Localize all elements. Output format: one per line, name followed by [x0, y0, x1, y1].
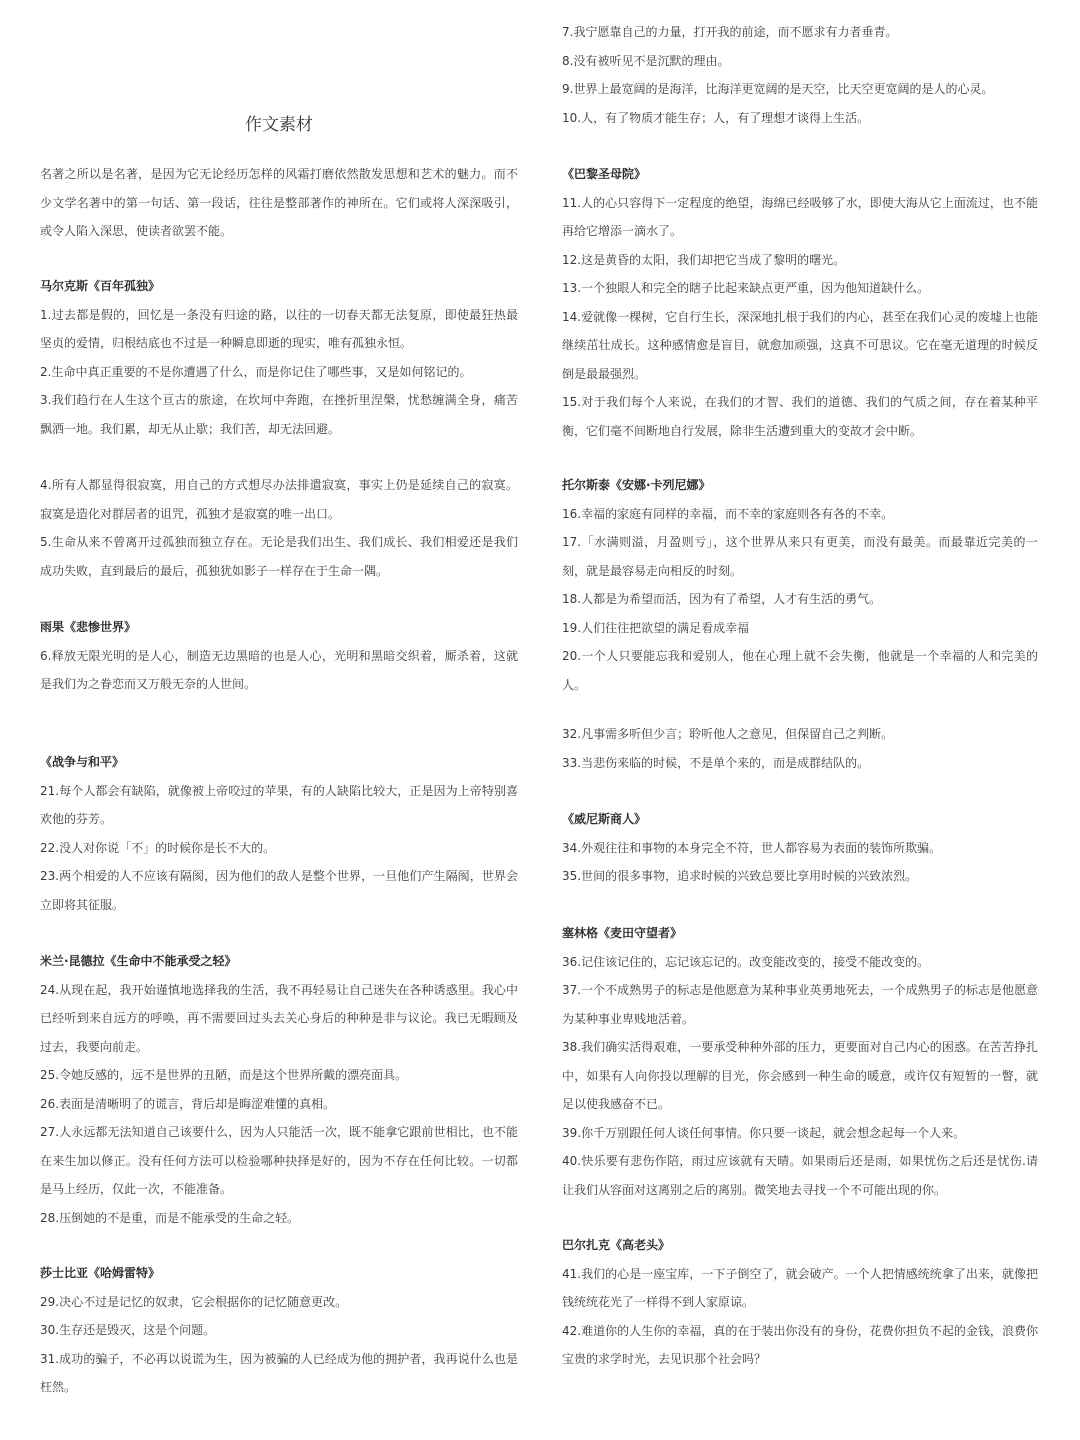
- quote-item: 25.令她反感的，远不是世界的丑陋，而是这个世界所戴的漂亮面具。: [40, 1068, 408, 1082]
- quote-item: 1.过去都是假的，回忆是一条没有归途的路，以往的一切春天都无法复原，即使最狂热最坚贞的爱情，归根结底也不过是一种瞬息即逝的现实，唯有孤独永恒。: [40, 307, 518, 350]
- section-heading: 马尔克斯《百年孤独》: [40, 279, 161, 293]
- quote-item: 29.决心不过是记忆的奴隶，它会根据你的记忆随意更改。: [40, 1294, 348, 1309]
- section-shengming-zhiqing: [40, 947, 518, 1232]
- quote-item: 18.人都是为希望而活，因为有了希望，人才有生活的勇气。: [562, 592, 882, 606]
- section-heading: 塞林格《麦田守望者》: [562, 926, 683, 940]
- section-hamlet: [40, 1259, 518, 1402]
- quote-item: 4.所有人都显得很寂寞，用自己的方式想尽办法排遣寂寞，事实上仍是延续自己的寂寞。寂寞是造化对群居者的诅咒，孤独才是寂寞的唯一出口。: [40, 478, 518, 521]
- section-heading: 托尔斯泰《安娜·卡列尼娜》: [562, 478, 711, 492]
- quote-item: 40.快乐要有悲伤作陪，雨过应该就有天晴。如果雨后还是雨，如果忧伤之后还是忧伤.请让我们从容面对这离别之后的离别。微笑地去寻找一个不可能出现的你。: [562, 1154, 1038, 1197]
- section-maitian-shouwangzhe: [562, 919, 1038, 1204]
- section-heading: 《威尼斯商人》: [562, 812, 647, 826]
- page-title: 作文素材: [245, 115, 313, 135]
- quote-item: 42.难道你的人生你的幸福，真的在于装出你没有的身份，花费你担负不起的金钱，浪费你宝贵的求学时光，去见识那个社会吗？: [562, 1323, 1038, 1366]
- quote-item: 13.一个独眼人和完全的瞎子比起来缺点更严重，因为他知道缺什么。: [562, 281, 930, 295]
- quote-item: 21.每个人都会有缺陷，就像被上帝咬过的苹果，有的人缺陷比较大，正是因为上帝特别喜欢他的芬芳。: [40, 783, 518, 826]
- quote-item: 41.我们的心是一座宝库，一下子倒空了，就会破产。一个人把情感统统拿了出来，就像把钱统统花光了一样得不到人家原谅。: [562, 1266, 1038, 1309]
- section-heading: 《巴黎圣母院》: [562, 167, 647, 181]
- quote-item: 28.压倒她的不是重，而是不能承受的生命之轻。: [40, 1210, 300, 1225]
- section-heading: 雨果《悲惨世界》: [40, 620, 137, 634]
- quote-item: 11.人的心只容得下一定程度的绝望，海绵已经吸够了水，即使大海从它上面流过，也不能再给它增添一滴水了。: [562, 195, 1038, 238]
- quote-item: 22.没人对你说「不」的时候你是长不大的。: [40, 840, 276, 855]
- quote-item: 36.记住该记住的，忘记该忘记的。改变能改变的，接受不能改变的。: [562, 954, 930, 969]
- intro-block: [40, 160, 518, 246]
- quote-item: 24.从现在起，我开始谨慎地选择我的生活，我不再轻易让自己迷失在各种诱惑里。我心中已经听到来自远方的呼唤，再不需要回过头去关心身后的种种是非与议论。我已无暇顾及过去，我要向前走。: [40, 982, 518, 1054]
- quote-item: 27.人永远都无法知道自己该要什么，因为人只能活一次，既不能拿它跟前世相比，也不能在来生加以修正。没有任何方法可以检验哪种抉择是好的，因为不存在任何比较。一切都是马上经历，仅此一次，不能准备。: [40, 1125, 518, 1196]
- section-anna-karenina-cont: [562, 720, 1038, 777]
- section-heading: 米兰·昆德拉《生命中不能承受之轻》: [40, 954, 237, 968]
- section-weinisi-shangren: [562, 805, 1038, 891]
- quote-item: 26.表面是清晰明了的谎言，背后却是晦涩难懂的真相。: [40, 1096, 336, 1111]
- quote-item: 33.当悲伤来临的时候，不是单个来的，而是成群结队的。: [562, 755, 870, 770]
- quote-item: 7.我宁愿靠自己的力量，打开我的前途，而不愿求有力者垂青。: [562, 25, 898, 39]
- quote-item: 32.凡事需多听但少言；聆听他人之意见，但保留自己之判断。: [562, 727, 894, 741]
- quote-item: 3.我们趋行在人生这个亘古的旅途，在坎坷中奔跑，在挫折里涅槃，忧愁缠满全身，痛苦飘洒一地。我们累，却无从止歇；我们苦，却无法回避。: [40, 393, 518, 436]
- quote-item: 14.爱就像一棵树，它自行生长，深深地扎根于我们的内心，甚至在我们心灵的废墟上也能继续茁壮成长。这种感情愈是盲目，就愈加顽强，这真不可思议。它在毫无道理的时候反倒是最最强烈。: [562, 309, 1038, 381]
- section-heading: 莎士比亚《哈姆雷特》: [40, 1266, 161, 1280]
- quote-item: 37.一个不成熟男子的标志是他愿意为某种事业英勇地死去，一个成熟男子的标志是他愿意为某种事业卑贱地活着。: [562, 983, 1038, 1026]
- quote-item: 23.两个相爱的人不应该有隔阂，因为他们的敌人是整个世界，一旦他们产生隔阂，世界会立即将其征服。: [40, 869, 518, 912]
- section-heading: 巴尔扎克《高老头》: [562, 1238, 671, 1252]
- section-continued-quotes: [562, 18, 1038, 132]
- section-anna-karenina: [562, 471, 1038, 699]
- quote-item: 8.没有被听见不是沉默的理由。: [562, 53, 730, 68]
- quote-item: 5.生命从来不曾离开过孤独而独立存在。无论是我们出生、我们成长、我们相爱还是我们成功失败，直到最后的最后，孤独犹如影子一样存在于生命一隅。: [40, 535, 518, 578]
- quote-item: 6.释放无限光明的是人心，制造无边黑暗的也是人心，光明和黑暗交织着，厮杀着，这就是我们为之眷恋而又万般无奈的人世间。: [40, 648, 518, 691]
- section-bainian-gudu-cont: [40, 471, 518, 585]
- quote-item: 20.一个人只要能忘我和爱别人，他在心理上就不会失衡，他就是一个幸福的人和完美的人。: [562, 649, 1038, 692]
- section-zhanzheng-heping: [40, 748, 518, 919]
- quote-item: 12.这是黄昏的太阳，我们却把它当成了黎明的曙光。: [562, 252, 846, 267]
- section-bali-shengmuyuan: [562, 160, 1038, 445]
- section-gao-laotou: [562, 1231, 1038, 1374]
- quote-item: 9.世界上最宽阔的是海洋，比海洋更宽阔的是天空，比天空更宽阔的是人的心灵。: [562, 82, 994, 96]
- section-heading: 《战争与和平》: [40, 755, 125, 769]
- quote-item: 10.人，有了物质才能生存；人，有了理想才谈得上生活。: [562, 110, 870, 125]
- section-bainian-gudu: [40, 272, 518, 443]
- quote-item: 35.世间的很多事物，追求时候的兴致总要比享用时候的兴致浓烈。: [562, 869, 918, 883]
- quote-item: 15.对于我们每个人来说，在我们的才智、我们的道德、我们的气质之间，存在着某种平衡，它们毫不间断地自行发展，除非生活遭到重大的变故才会中断。: [562, 395, 1038, 438]
- intro-paragraph: 名著之所以是名著，是因为它无论经历怎样的风霜打磨依然散发思想和艺术的魅力。而不少文学名著中的第一句话、第一段话，往往是整部著作的神所在。它们或将人深深吸引，或令人陷入深思，使读者欲罢不能。: [40, 167, 518, 238]
- quote-item: 19.人们往往把欲望的满足看成幸福: [562, 620, 750, 635]
- quote-item: 2.生命中真正重要的不是你遭遇了什么，而是你记住了哪些事，又是如何铭记的。: [40, 364, 472, 379]
- quote-item: 38.我们确实活得艰难，一要承受种种外部的压力，更要面对自己内心的困惑。在苦苦挣扎中，如果有人向你投以理解的目光，你会感到一种生命的暖意，或许仅有短暂的一瞥，就足以使我感奋不已。: [562, 1040, 1038, 1111]
- quote-item: 30.生存还是毁灭，这是个问题。: [40, 1323, 216, 1337]
- quote-item: 39.你千万别跟任何人谈任何事情。你只要一谈起，就会想念起每一个人来。: [562, 1125, 966, 1140]
- section-beican-shijie: [40, 613, 518, 699]
- quote-item: 34.外观往往和事物的本身完全不符，世人都容易为表面的装饰所欺骗。: [562, 840, 942, 855]
- quote-item: 31.成功的骗子，不必再以说谎为生，因为被骗的人已经成为他的拥护者，我再说什么也是枉然。: [40, 1351, 518, 1394]
- quote-item: 17.「水满则溢，月盈则亏」，这个世界从来只有更美，而没有最美。而最靠近完美的一刻，就是最容易走向相反的时刻。: [562, 535, 1038, 578]
- quote-item: 16.幸福的家庭有同样的幸福，而不幸的家庭则各有各的不幸。: [562, 506, 894, 521]
